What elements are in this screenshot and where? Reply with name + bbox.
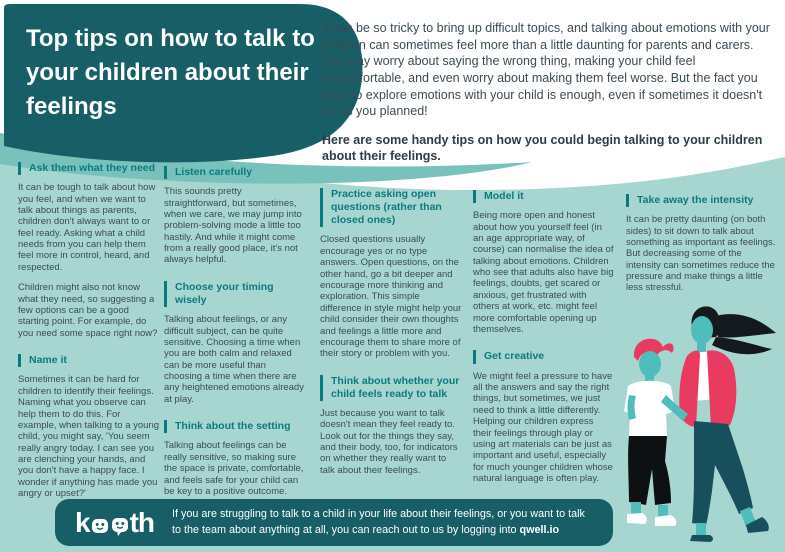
tips-column-5 (626, 194, 776, 294)
kooth-logo-th: th (129, 506, 155, 538)
tip-child-feels-ready-to-talk (320, 375, 463, 477)
tip-think-about-the-setting (164, 420, 305, 497)
woman-ankle-back (696, 523, 706, 535)
boy-sneaker-back (627, 513, 647, 524)
tips-column-4 (473, 190, 614, 484)
tips-column-1 (18, 162, 159, 500)
woman-ponytail (712, 314, 776, 337)
tip-ask-them-what-they-need (18, 162, 159, 339)
kooth-logo (75, 506, 155, 538)
boy-trousers (628, 436, 671, 505)
tip-text: Talking about feelings can be really sensitive, so making sure the space is private, comfortable, and feels safe for your child can be key to a positive outcome. (164, 440, 304, 497)
tip-heading: Name it (18, 354, 159, 367)
tips-column-3 (320, 188, 463, 476)
boy-sneaker-front (655, 515, 676, 526)
qwell-link[interactable]: qwell.io (519, 523, 560, 536)
woman-shoe-back (690, 535, 713, 542)
tip-heading: Get creative (473, 350, 614, 363)
tip-choose-your-timing-wisely (164, 281, 305, 405)
boy-ankle-front (658, 505, 668, 517)
intro-block (322, 20, 774, 165)
tip-get-creative (473, 350, 614, 484)
tip-model-it (473, 190, 614, 335)
tip-text: This sounds pretty straightforward, but sometimes, when we care, we may jump into problem-solving mode a little too hastily. And while it might come from a really good place, it's not always helpful. (164, 186, 302, 266)
page-title: Top tips on how to talk to your children about their feelings (26, 25, 315, 121)
tip-text: Sometimes it can be hard for children to identify their feelings. Naming what you observe can help them to do this. For example, when talking to a young child, you might say, 'You seem really angry today. I can see you are clenching your hands, and you don't have a happy face. I wonder if anything has made you angry or upset?' (18, 374, 160, 500)
speech-bubble-icon (91, 516, 109, 536)
tip-take-away-the-intensity (626, 194, 776, 294)
tip-text: Being more open and honest about how you yourself feel (in an age appropriate way, of course) can normalise the idea of talking about emotions. Children who see that adults also have big feelings, doubts, get scared or anxious, get frustrated with others at work, etc. might feel more comfortable opening up themselves. (473, 210, 614, 336)
footer-message-text: If you are struggling to talk to a child in your life about their feelings, or you want to talk to the team about anything at all, you can reach out to us by logging into (172, 508, 585, 536)
tip-text: We might feel a pressure to have all the answers and say the right things, but sometimes, we just need to think a little differently. Helping our children express their feelings through play or using art materials can be just as important and useful, especially for much younger children whose natural language is often play. (473, 370, 613, 485)
kooth-logo-k: k (75, 506, 90, 538)
boy-ankle-back (631, 502, 641, 514)
tip-heading: Think about whether your child feels ready to talk (320, 375, 463, 401)
tip-heading: Listen carefully (164, 166, 305, 179)
woman-ponytail-lower (712, 337, 772, 354)
footer-bar (55, 499, 613, 546)
speech-bubble-tail-icon (111, 515, 129, 537)
tip-heading: Ask them what they need (18, 162, 159, 175)
tip-text: It can be pretty daunting (on both sides) to sit down to talk about something as important as feelings. But decreasing some of the intensity can sometimes reduce the pressure and make things a little less stressful. (626, 214, 776, 294)
intro-emphasis: Here are some handy tips on how you could begin talking to your children about their feelings. (322, 132, 763, 164)
tip-listen-carefully (164, 166, 305, 266)
intro-paragraph: It can be so tricky to bring up difficult topics, and talking about emotions with your children can sometimes feel more than a little daunting for parents and carers. You may worry about saying the wrong thing, making your child feel uncomfortable, and even worry about making them feel worse. But the fact you want to explore emotions with your child is enough, even if sometimes it doesn't go as you planned! (322, 21, 770, 119)
tip-practice-open-questions (320, 188, 463, 360)
footer-message (172, 507, 593, 537)
tip-text: Children might also not know what they need, so suggesting a few options can be a good starting point. For example, do you need some space right now? (18, 282, 158, 339)
tip-heading: Practice asking open questions (rather than closed ones) (320, 188, 463, 227)
woman-neck (697, 340, 706, 352)
tip-heading: Think about the setting (164, 420, 305, 433)
woman-face (691, 316, 713, 344)
tip-text: It can be tough to talk about how you feel, and when we want to talk about things as parents, children don't always want to or feel ready. Asking what a child needs from you can help them feel more in control, heard, and respected. (18, 182, 156, 273)
tip-text: Talking about feelings, or any difficult subject, can be quite sensitive. Choosing a time when you are both calm and relaxed can be more useful than choosing a time when there are any heightened emotions already at play. (164, 314, 304, 405)
tip-text: Just because you want to talk doesn't mean they feel ready to. Look out for the things they say, and their body, too, for indicators on whether they really want to talk about their feelings. (320, 407, 458, 476)
tip-text: Closed questions usually encourage yes or no type answers. Open questions, on the other hand, go a bit deeper and encourage more thinking and exploration. This simple difference in style might help your child consider their own thoughts and feelings a little more and encourage them to share more of their story or problem with you. (320, 234, 462, 360)
tip-name-it (18, 354, 159, 499)
tip-heading: Take away the intensity (626, 194, 776, 207)
woman-trousers (692, 421, 753, 525)
tip-heading: Choose your timing wisely (164, 281, 305, 307)
tip-heading: Model it (473, 190, 614, 203)
tips-column-2 (164, 166, 305, 497)
people-walking-illustration (600, 293, 785, 548)
woman-cardigan-right (707, 350, 736, 429)
